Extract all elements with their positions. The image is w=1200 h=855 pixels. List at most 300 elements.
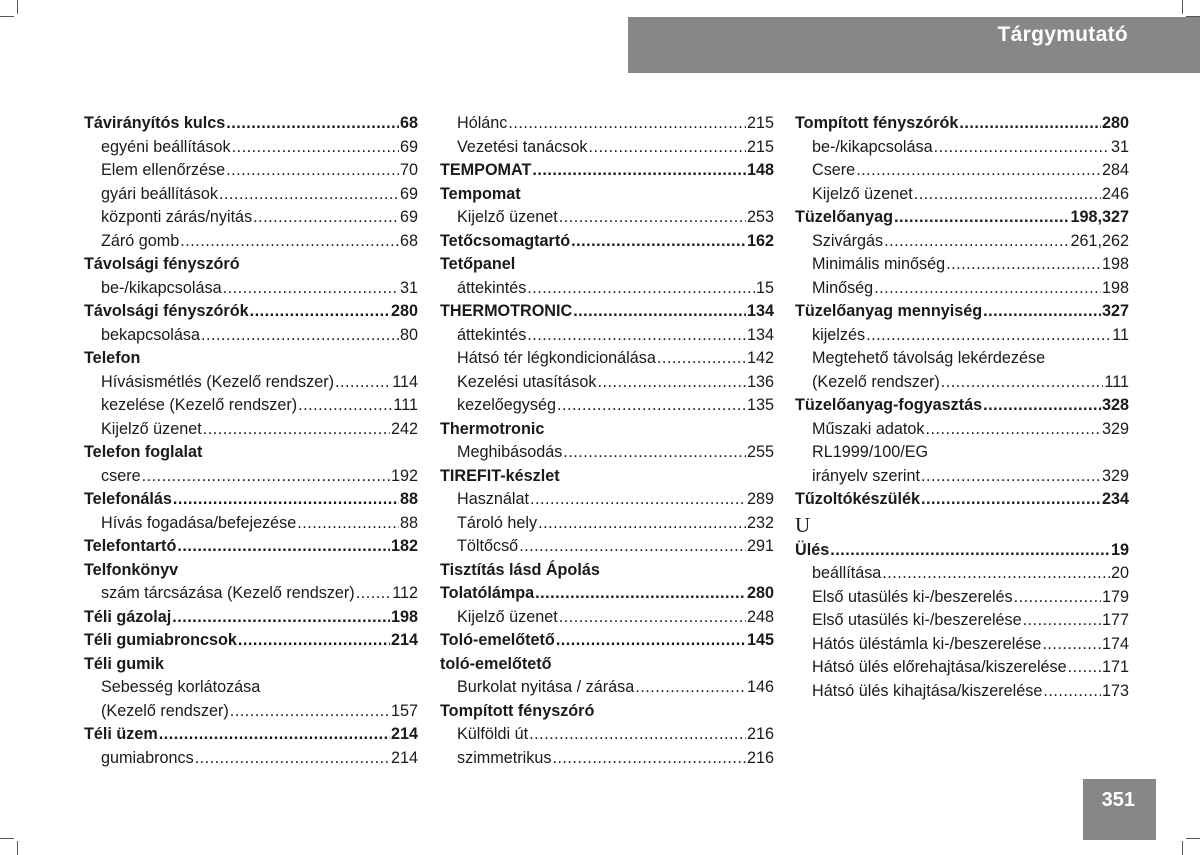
entry-page-ref: 68 — [399, 231, 418, 250]
entry-label: Tűzoltókészülék — [795, 490, 921, 508]
entry-page-ref: 111 — [393, 396, 418, 414]
entry-label: Telefon foglalat — [84, 443, 203, 461]
entry-page-ref: 215 — [746, 137, 774, 156]
entry-label: Tempomat — [440, 184, 521, 203]
dot-leader — [635, 676, 746, 700]
entry-label: Hívásismétlés (Kezelő rendszer) — [101, 372, 334, 391]
dot-leader — [959, 112, 1101, 136]
entry-label: bekapcsolása — [101, 325, 200, 344]
entry-label: Telefonálás — [84, 490, 172, 508]
entry-page-ref: 246 — [1101, 184, 1129, 203]
entry-label: Tompított fényszóró — [440, 701, 595, 720]
index-entry — [84, 347, 418, 371]
entry-label: Hátsó ülés előrehajtása/kiszerelése — [812, 658, 1067, 676]
dot-leader — [946, 253, 1101, 277]
dot-leader — [556, 629, 746, 653]
index-subentry — [440, 512, 774, 536]
entry-page-ref: 111 — [1104, 372, 1129, 391]
index-subentry — [440, 394, 774, 418]
entry-label: Téli gázolaj — [84, 607, 172, 626]
entry-page-ref: 329 — [1101, 466, 1129, 485]
dot-leader — [508, 112, 746, 136]
entry-page-ref: 174 — [1101, 634, 1129, 653]
index-entry — [440, 418, 774, 442]
entry-label: U — [795, 512, 811, 537]
crop-mark — [1186, 16, 1200, 17]
entry-label: (Kezelő rendszer) — [812, 372, 940, 391]
entry-page-ref: 198,327 — [1070, 208, 1129, 226]
dot-leader — [203, 418, 390, 442]
index-subentry — [795, 656, 1129, 680]
entry-label: Csere — [812, 161, 856, 179]
entry-page-ref: 173 — [1101, 681, 1129, 700]
index-subentry — [84, 183, 418, 207]
entry-label: Meghibásodás — [457, 443, 563, 461]
index-subentry — [795, 253, 1129, 277]
entry-label: Burkolat nyitása / zárása — [457, 678, 635, 696]
index-subentry — [795, 183, 1129, 207]
index-subentry — [440, 488, 774, 512]
index-subentry — [440, 324, 774, 348]
dot-leader — [921, 465, 1101, 489]
dot-leader — [588, 136, 746, 160]
entry-label: Téli gumiabroncsok — [84, 631, 237, 649]
index-subentry — [440, 723, 774, 747]
dot-leader — [356, 582, 391, 606]
entry-page-ref: 134 — [746, 325, 774, 344]
index-subentry — [84, 159, 418, 183]
index-subentry — [795, 159, 1129, 183]
crop-mark — [1182, 841, 1183, 855]
entry-label: Kezelési utasítások — [457, 372, 597, 391]
index-entry — [795, 394, 1129, 418]
entry-label: Tompított fényszórók — [795, 114, 959, 132]
entry-page-ref: 88 — [399, 513, 418, 532]
index-entry — [84, 653, 418, 677]
entry-page-ref: 182 — [390, 537, 418, 555]
entry-page-ref: 171 — [1101, 658, 1129, 676]
entry-label: gumiabroncs — [101, 748, 194, 767]
dot-leader — [597, 371, 746, 395]
index-entry — [440, 559, 774, 583]
entry-label: Távolsági fényszórók — [84, 302, 249, 320]
index-subentry — [440, 277, 774, 301]
entry-page-ref: 232 — [746, 513, 774, 532]
dot-leader — [226, 112, 399, 136]
crop-mark — [0, 838, 14, 839]
entry-label: Tároló hely — [457, 513, 538, 532]
entry-page-ref: 215 — [746, 114, 774, 132]
index-subentry — [440, 535, 774, 559]
index-entry — [84, 606, 418, 630]
dot-leader — [535, 582, 746, 606]
index-subentry — [795, 230, 1129, 254]
dot-leader — [529, 723, 746, 747]
entry-label: Kijelző üzenet — [457, 607, 558, 626]
entry-label: be-/kikapcsolása — [101, 278, 222, 297]
entry-label: áttekintés — [457, 278, 527, 297]
entry-label: THERMOTRONIC — [440, 302, 573, 320]
entry-page-ref: 284 — [1101, 161, 1129, 179]
dot-leader — [238, 629, 390, 653]
entry-label: Használat — [457, 490, 529, 508]
dot-leader — [223, 277, 399, 301]
entry-page-ref: 280 — [746, 584, 774, 602]
entry-page-ref: 214 — [390, 725, 418, 743]
entry-label: Kijelző üzenet — [101, 419, 202, 438]
dot-leader — [527, 324, 746, 348]
crop-mark — [0, 16, 14, 17]
entry-label: Tüzelőanyag-fogyasztás — [795, 396, 983, 414]
index-entry — [440, 230, 774, 254]
entry-page-ref: 216 — [746, 748, 774, 767]
index-entry — [84, 300, 418, 324]
entry-label: csere — [101, 466, 141, 485]
entry-label: Hátós üléstámla ki-/beszerelése — [812, 634, 1042, 653]
entry-page-ref: 145 — [746, 631, 774, 649]
index-entry — [84, 253, 418, 277]
entry-page-ref: 177 — [1101, 611, 1129, 629]
dot-leader — [250, 300, 390, 324]
dot-leader — [552, 747, 746, 771]
index-entry — [84, 629, 418, 653]
dot-leader — [856, 159, 1101, 183]
entry-label: Vezetési tanácsok — [457, 137, 588, 156]
entry-page-ref: 280 — [1101, 114, 1129, 132]
entry-page-ref: 69 — [399, 208, 418, 226]
entry-page-ref: 69 — [399, 184, 418, 203]
entry-page-ref: 146 — [746, 678, 774, 696]
entry-page-ref: 261,262 — [1070, 231, 1129, 250]
dot-leader — [921, 488, 1101, 512]
entry-label: Tetőcsomagtartó — [440, 231, 571, 250]
index-subentry — [795, 136, 1129, 160]
index-entry — [84, 559, 418, 583]
index-subentry — [795, 324, 1129, 348]
entry-label: Hólánc — [457, 114, 508, 132]
index-subentry — [84, 418, 418, 442]
entry-label: Távolsági fényszóró — [84, 255, 240, 273]
dot-leader — [934, 136, 1110, 160]
entry-label: Megtehető távolság lekérdezése — [812, 349, 1046, 367]
entry-page-ref: 255 — [746, 443, 774, 461]
dot-leader — [180, 230, 399, 254]
entry-page-ref: 280 — [390, 302, 418, 320]
index-column-1 — [84, 112, 418, 770]
dot-leader — [1043, 680, 1101, 704]
index-subentry — [795, 562, 1129, 586]
entry-page-ref: 162 — [746, 231, 774, 250]
index-subentry — [84, 582, 418, 606]
entry-page-ref: 192 — [390, 466, 418, 485]
index-subentry — [795, 347, 1129, 371]
dot-leader — [1014, 586, 1101, 610]
entry-label: RL1999/100/EG — [812, 443, 929, 461]
entry-label: gyári beállítások — [101, 184, 218, 203]
index-subentry — [795, 277, 1129, 301]
entry-page-ref: 214 — [390, 631, 418, 649]
dot-leader — [1068, 656, 1101, 680]
dot-leader — [925, 418, 1101, 442]
entry-page-ref: 328 — [1101, 396, 1129, 414]
entry-label: Téli gumik — [84, 654, 165, 673]
entry-label: toló-emelőtető — [440, 654, 552, 673]
dot-leader — [177, 535, 390, 559]
dot-leader — [253, 206, 399, 230]
entry-label: Távirányítós kulcs — [84, 114, 226, 132]
entry-label: Hívás fogadása/befejezése — [101, 513, 297, 532]
entry-label: (Kezelő rendszer) — [101, 701, 229, 720]
entry-label: kijelzés — [812, 325, 866, 344]
entry-label: Tetőpanel — [440, 255, 516, 273]
entry-label: kezelőegység — [457, 396, 556, 414]
entry-label: Kijelző üzenet — [457, 208, 558, 226]
entry-page-ref: 11 — [1112, 325, 1129, 344]
dot-leader — [573, 300, 746, 324]
entry-page-ref: 134 — [746, 302, 774, 320]
entry-page-ref: 114 — [392, 372, 418, 391]
entry-label: egyéni beállítások — [101, 137, 231, 156]
page-title: Tárgymutató — [997, 23, 1128, 46]
crop-mark — [1182, 0, 1183, 14]
dot-leader — [914, 183, 1101, 207]
entry-label: szám tárcsázása (Kezelő rendszer) — [101, 584, 355, 602]
entry-page-ref: 136 — [746, 372, 774, 391]
entry-label: Telefon — [84, 349, 141, 367]
entry-label: Záró gomb — [101, 231, 180, 250]
index-entry — [440, 465, 774, 489]
entry-page-ref: 15 — [755, 278, 774, 297]
entry-page-ref: 242 — [390, 419, 418, 438]
entry-label: Hátsó tér légkondicionálása — [457, 349, 656, 367]
entry-page-ref: 20 — [1110, 564, 1129, 582]
dot-leader — [232, 136, 399, 160]
index-subentry — [84, 676, 418, 700]
index-subentry — [440, 441, 774, 465]
dot-leader — [519, 535, 746, 559]
index-entry — [795, 488, 1129, 512]
index-subentry — [84, 324, 418, 348]
entry-page-ref: 216 — [746, 725, 774, 743]
dot-leader — [559, 206, 746, 230]
entry-page-ref: 291 — [746, 537, 774, 555]
index-entry — [440, 300, 774, 324]
crop-mark — [17, 0, 18, 14]
entry-page-ref: 248 — [746, 607, 774, 626]
dot-leader — [657, 347, 746, 371]
entry-label: Szivárgás — [812, 231, 884, 250]
index-letter-heading — [795, 512, 1129, 539]
entry-label: be-/kikapcsolása — [812, 137, 933, 156]
index-subentry — [795, 633, 1129, 657]
entry-label: Tisztítás lásd Ápolás — [440, 560, 600, 579]
entry-page-ref: 253 — [746, 208, 774, 226]
dot-leader — [173, 488, 399, 512]
entry-page-ref: 327 — [1101, 302, 1129, 320]
index-subentry — [84, 700, 418, 724]
dot-leader — [557, 394, 746, 418]
entry-page-ref: 142 — [746, 349, 774, 367]
entry-label: Kijelző üzenet — [812, 184, 913, 203]
index-subentry — [84, 277, 418, 301]
entry-label: Ülés — [795, 540, 830, 559]
index-subentry — [795, 465, 1129, 489]
entry-label: Thermotronic — [440, 419, 545, 438]
dot-leader — [530, 488, 746, 512]
index-entry — [440, 253, 774, 277]
index-subentry — [440, 747, 774, 771]
dot-leader — [195, 747, 390, 771]
entry-page-ref: 135 — [746, 396, 774, 414]
entry-page-ref: 179 — [1101, 587, 1129, 606]
dot-leader — [298, 394, 392, 418]
index-subentry — [440, 206, 774, 230]
dot-leader — [527, 277, 755, 301]
entry-page-ref: 198 — [1101, 255, 1129, 273]
index-entry — [795, 539, 1129, 563]
dot-leader — [142, 465, 390, 489]
index-subentry — [84, 136, 418, 160]
index-subentry — [84, 747, 418, 771]
index-entry — [84, 441, 418, 465]
entry-label: Minőség — [812, 278, 874, 297]
index-subentry — [795, 418, 1129, 442]
index-subentry — [440, 347, 774, 371]
entry-label: kezelése (Kezelő rendszer) — [101, 396, 298, 414]
index-entry — [440, 629, 774, 653]
index-subentry — [84, 206, 418, 230]
entry-label: Elem ellenőrzése — [101, 161, 226, 179]
index-entry — [440, 183, 774, 207]
dot-leader — [874, 277, 1101, 301]
entry-label: áttekintés — [457, 325, 527, 344]
index-entry — [84, 723, 418, 747]
dot-leader — [866, 324, 1111, 348]
entry-label: központi zárás/nyitás — [101, 208, 253, 226]
dot-leader — [571, 230, 746, 254]
index-entry — [440, 582, 774, 606]
dot-leader — [532, 159, 746, 183]
index-subentry — [84, 230, 418, 254]
index-subentry — [795, 609, 1129, 633]
index-entry — [795, 206, 1129, 230]
entry-page-ref: 157 — [390, 701, 418, 720]
entry-label: Sebesség korlátozása — [101, 678, 261, 696]
dot-leader — [159, 723, 390, 747]
index-column-2 — [440, 112, 774, 770]
entry-label: Toló-emelőtető — [440, 631, 555, 649]
entry-page-ref: 198 — [1101, 278, 1129, 297]
entry-label: TIREFIT-készlet — [440, 466, 560, 485]
entry-label: Telefontartó — [84, 537, 177, 555]
entry-page-ref: 234 — [1101, 490, 1129, 508]
entry-label: TEMPOMAT — [440, 161, 532, 179]
entry-label: Első utasülés ki-/beszerelése — [812, 611, 1022, 629]
entry-page-ref: 69 — [399, 137, 418, 156]
index-subentry — [84, 394, 418, 418]
index-subentry — [795, 680, 1129, 704]
index-subentry — [84, 465, 418, 489]
dot-leader — [1042, 633, 1101, 657]
entry-page-ref: 88 — [399, 490, 418, 508]
dot-leader — [230, 700, 390, 724]
entry-label: Tolatólámpa — [440, 584, 535, 602]
index-entry — [795, 112, 1129, 136]
dot-leader — [1023, 609, 1101, 633]
index-entry — [440, 700, 774, 724]
entry-label: szimmetrikus — [457, 748, 552, 767]
entry-label: beállítása — [812, 564, 882, 582]
dot-leader — [882, 562, 1110, 586]
entry-page-ref: 329 — [1101, 419, 1129, 438]
index-subentry — [795, 371, 1129, 395]
entry-page-ref: 214 — [390, 748, 418, 767]
entry-label: Téli üzem — [84, 725, 158, 743]
entry-page-ref: 31 — [399, 278, 418, 297]
entry-page-ref: 112 — [392, 584, 418, 602]
entry-page-ref: 19 — [1110, 540, 1129, 559]
dot-leader — [983, 300, 1101, 324]
entry-page-ref: 80 — [399, 325, 418, 344]
entry-label: Első utasülés ki-/beszerelés — [812, 587, 1013, 606]
page-number: 351 — [1101, 789, 1135, 811]
index-subentry — [440, 112, 774, 136]
dot-leader — [983, 394, 1101, 418]
index-subentry — [440, 606, 774, 630]
crop-mark — [17, 841, 18, 855]
entry-label: Tüzelőanyag mennyiség — [795, 302, 983, 320]
entry-label: Minimális minőség — [812, 255, 946, 273]
index-subentry — [84, 371, 418, 395]
dot-leader — [335, 371, 391, 395]
entry-label: Töltőcső — [457, 537, 519, 555]
entry-label: Hátsó ülés kihajtása/kiszerelése — [812, 681, 1043, 700]
dot-leader — [538, 512, 746, 536]
index-subentry — [795, 586, 1129, 610]
index-subentry — [440, 371, 774, 395]
index-subentry — [440, 136, 774, 160]
dot-leader — [201, 324, 399, 348]
entry-page-ref: 198 — [390, 607, 418, 626]
index-entry — [84, 488, 418, 512]
index-subentry — [795, 441, 1129, 465]
entry-label: irányelv szerint — [812, 466, 920, 485]
dot-leader — [884, 230, 1069, 254]
dot-leader — [559, 606, 746, 630]
dot-leader — [226, 159, 399, 183]
dot-leader — [219, 183, 399, 207]
dot-leader — [894, 206, 1069, 230]
entry-page-ref: 70 — [399, 161, 418, 179]
index-entry — [84, 112, 418, 136]
entry-page-ref: 68 — [399, 114, 418, 132]
index-entry — [440, 159, 774, 183]
entry-label: Telfonkönyv — [84, 560, 179, 579]
entry-page-ref: 31 — [1110, 137, 1129, 156]
crop-mark — [1186, 838, 1200, 839]
entry-page-ref: 289 — [746, 490, 774, 508]
index-column-3 — [795, 112, 1129, 703]
dot-leader — [297, 512, 399, 536]
entry-page-ref: 148 — [746, 161, 774, 179]
index-entry — [440, 653, 774, 677]
dot-leader — [563, 441, 746, 465]
dot-leader — [941, 371, 1104, 395]
entry-label: Külföldi út — [457, 725, 529, 743]
dot-leader — [172, 606, 390, 630]
entry-label: Műszaki adatok — [812, 419, 925, 438]
entry-label: Tüzelőanyag — [795, 208, 894, 226]
